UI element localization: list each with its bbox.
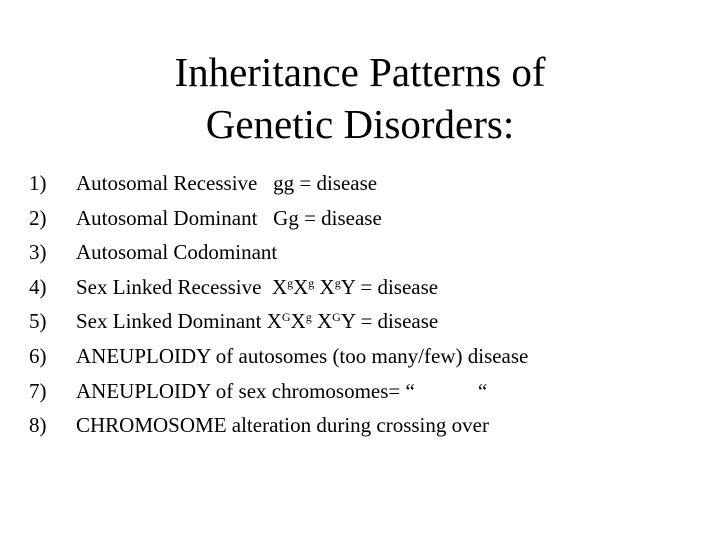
item-number: 3)	[29, 240, 47, 265]
text-segment: X	[293, 274, 309, 299]
text-segment: X	[290, 309, 306, 334]
allele-superscript: G	[332, 310, 341, 325]
allele-superscript: g	[305, 310, 312, 325]
item-text: Autosomal Codominant	[76, 240, 278, 265]
item-number: 1)	[29, 171, 47, 195]
text-segment: X	[311, 309, 333, 334]
slide-title-line-2: Genetic Disorders:	[205, 101, 515, 147]
allele-superscript: g	[287, 275, 294, 290]
list-item	[29, 168, 528, 203]
text-segment: Y = disease	[340, 274, 439, 299]
item-number: 2)	[29, 205, 47, 230]
list-item	[29, 376, 528, 411]
item-number: 5)	[29, 309, 47, 334]
list-item	[29, 272, 528, 307]
item-number: 6)	[29, 343, 47, 368]
text-segment: Sex Linked Dominant X	[76, 309, 282, 334]
allele-superscript: g	[334, 275, 341, 290]
slide-title	[140, 46, 580, 150]
item-text: CHROMOSOME alteration during crossing over	[76, 413, 489, 438]
item-text: Autosomal Recessive gg = disease	[76, 171, 378, 195]
text-segment: X	[314, 274, 335, 299]
slide-title-line-1: Inheritance Patterns of	[174, 49, 546, 95]
text-segment: Y = disease	[340, 309, 439, 334]
item-number: 8)	[29, 413, 47, 438]
allele-superscript: G	[281, 310, 291, 325]
list-item	[29, 306, 528, 341]
inheritance-pattern-list	[29, 168, 528, 445]
item-text	[76, 306, 438, 336]
item-number: 4)	[29, 274, 47, 299]
text-segment: Sex Linked Recessive X	[76, 274, 288, 299]
list-item	[29, 410, 528, 445]
item-number: 7)	[29, 378, 47, 403]
list-item	[29, 341, 528, 376]
allele-superscript: g	[308, 275, 315, 290]
list-item	[29, 237, 528, 272]
item-text	[76, 272, 438, 302]
item-text: Autosomal Dominant Gg = disease	[76, 205, 382, 230]
item-text: ANEUPLOIDY of sex chromosomes= “ “	[76, 378, 488, 403]
list-item	[29, 203, 528, 238]
item-text: ANEUPLOIDY of autosomes (too many/few) disease	[76, 343, 529, 368]
